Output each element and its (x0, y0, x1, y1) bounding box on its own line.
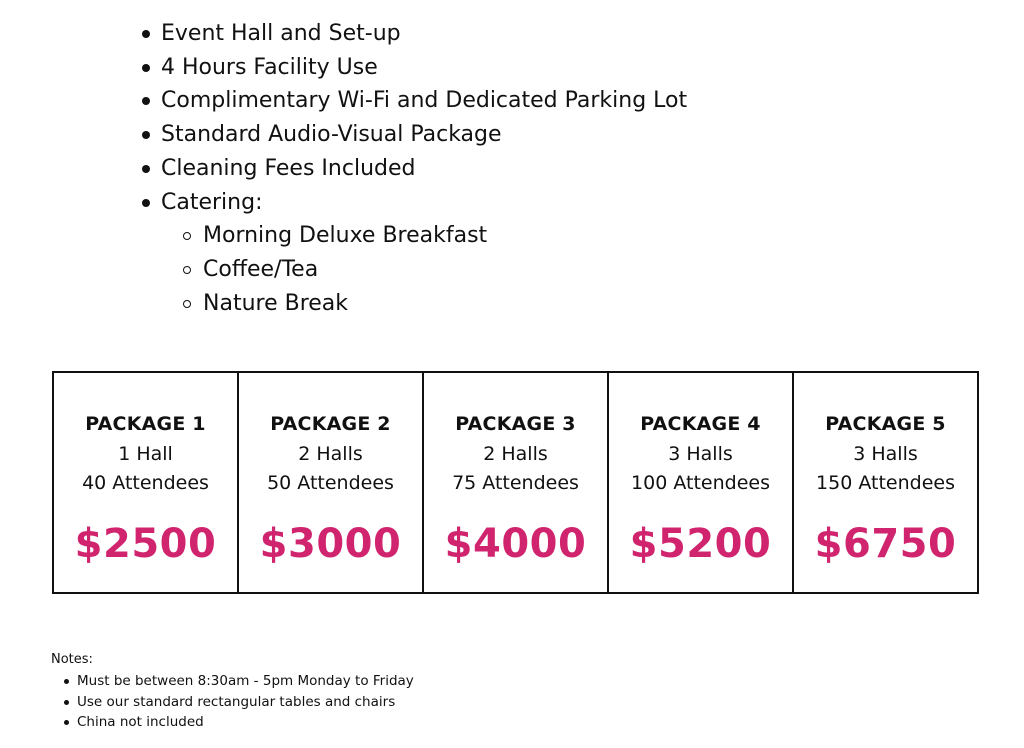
bullet-icon (142, 199, 150, 207)
package-halls: 3 Halls (853, 443, 918, 465)
catering-label: Morning Deluxe Breakfast (203, 223, 488, 249)
note-label: Use our standard rectangular tables and chairs (77, 693, 396, 710)
bullet-icon (64, 679, 69, 684)
package-price: $2500 (74, 521, 217, 567)
package-attendees: 50 Attendees (267, 472, 394, 494)
package-price: $3000 (259, 521, 402, 567)
feature-item-wifi-parking (140, 84, 687, 118)
features-list (140, 17, 687, 320)
catering-item-breakfast (182, 219, 687, 253)
feature-item-event-hall (140, 17, 687, 51)
package-price: $6750 (814, 521, 957, 567)
feature-item-facility-use (140, 51, 687, 85)
package-halls: 2 Halls (298, 443, 363, 465)
package-card-3 (424, 373, 609, 592)
package-attendees: 40 Attendees (82, 472, 209, 494)
package-halls: 3 Halls (668, 443, 733, 465)
catering-label: Coffee/Tea (203, 256, 319, 282)
open-bullet-icon (183, 300, 191, 308)
feature-label: Event Hall and Set-up (161, 21, 401, 46)
feature-label: Cleaning Fees Included (161, 155, 416, 181)
package-attendees: 75 Attendees (452, 472, 579, 494)
feature-item-cleaning (140, 152, 687, 186)
feature-item-catering (140, 186, 687, 321)
note-label: Must be between 8:30am - 5pm Monday to Friday (77, 673, 414, 689)
feature-label: Catering: (161, 189, 263, 215)
packages-table (52, 371, 979, 594)
feature-item-audio-visual (140, 118, 687, 152)
feature-label: Standard Audio-Visual Package (161, 122, 502, 148)
package-price: $4000 (444, 521, 587, 567)
bullet-icon (64, 720, 69, 725)
package-name: PACKAGE 2 (270, 413, 391, 435)
open-bullet-icon (183, 232, 191, 240)
package-card-2 (239, 373, 424, 592)
note-item-china (62, 712, 414, 733)
package-name: PACKAGE 1 (85, 413, 206, 435)
feature-label: 4 Hours Facility Use (161, 54, 378, 80)
note-item-hours (62, 671, 414, 692)
package-halls: 1 Hall (118, 443, 173, 465)
bullet-icon (142, 131, 150, 139)
bullet-icon (142, 64, 150, 72)
catering-list (161, 219, 687, 320)
package-name: PACKAGE 5 (825, 413, 946, 435)
package-attendees: 100 Attendees (631, 472, 770, 494)
open-bullet-icon (183, 266, 191, 274)
catering-item-coffee-tea (182, 253, 687, 287)
package-card-1 (54, 373, 239, 592)
package-card-5 (794, 373, 977, 592)
feature-label: Complimentary Wi-Fi and Dedicated Parking Lot (161, 88, 688, 114)
note-label: China not included (77, 714, 204, 730)
package-attendees: 150 Attendees (816, 472, 955, 494)
note-item-tables (62, 692, 414, 713)
package-name: PACKAGE 4 (640, 413, 761, 435)
notes-title: Notes: (51, 652, 93, 667)
package-card-4 (609, 373, 794, 592)
catering-item-nature-break (182, 287, 687, 321)
notes-list (62, 671, 414, 733)
package-price: $5200 (629, 521, 772, 567)
bullet-icon (64, 700, 69, 705)
package-halls: 2 Halls (483, 443, 548, 465)
bullet-icon (142, 30, 150, 38)
package-name: PACKAGE 3 (455, 413, 576, 435)
catering-label: Nature Break (203, 290, 349, 316)
bullet-icon (142, 97, 150, 105)
bullet-icon (142, 165, 150, 173)
